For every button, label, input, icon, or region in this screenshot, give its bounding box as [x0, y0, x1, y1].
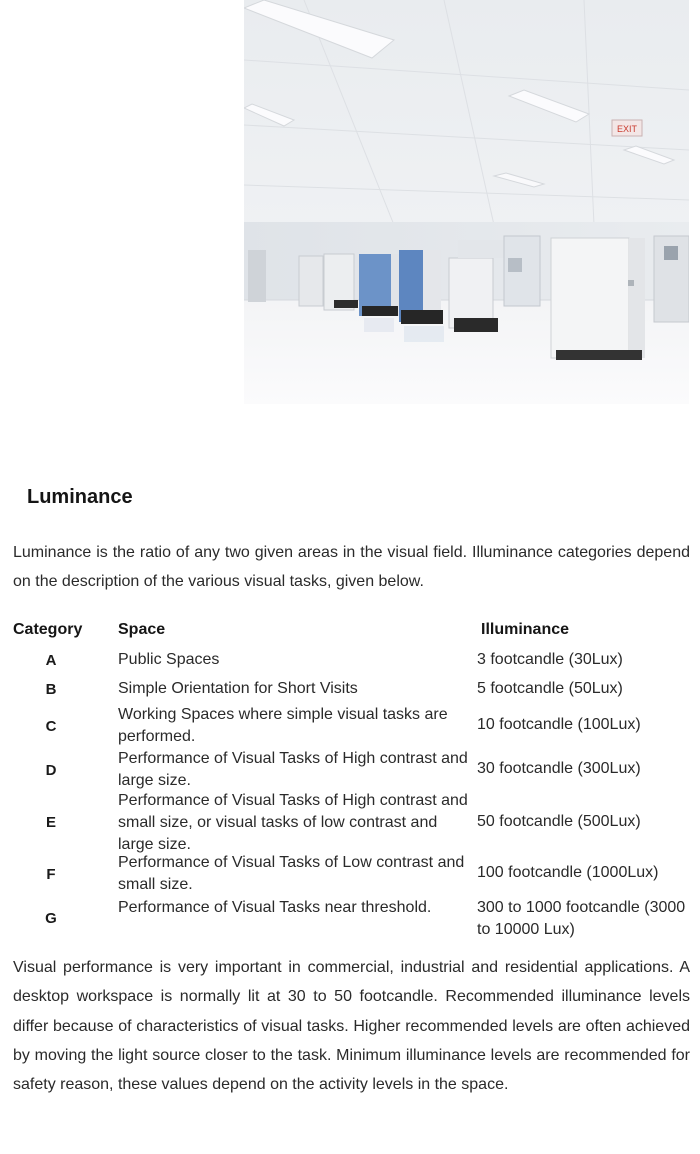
- illuminance-header: Illuminance: [481, 621, 570, 638]
- section-title: Luminance: [27, 486, 133, 508]
- category-a: A: [45, 652, 57, 669]
- space-c: Working Spaces where simple visual tasks are performed.: [118, 706, 448, 745]
- exit-sign-text: EXIT: [616, 124, 638, 134]
- illuminance-e: 50 footcandle (500Lux): [477, 813, 641, 830]
- illuminance-b: 5 footcandle (50Lux): [477, 680, 623, 697]
- space-f: Performance of Visual Tasks of Low contrast and small size.: [118, 854, 465, 893]
- closing-paragraph: Visual performance is very important in commercial, industrial and residential applications. A desktop workspace is normally lit at 30 to 50 footcandle. Recommended illuminance levels differ because of characteristics of visual tasks. Higher recommended levels are often achieved by moving the light source closer to the task. Minimum illuminance levels are recommended for safety reason, these values depend on the activity levels in the space.: [13, 959, 690, 1094]
- category-b: B: [45, 681, 57, 698]
- category-header: Category: [13, 621, 83, 638]
- illuminance-d: 30 footcandle (300Lux): [477, 760, 641, 777]
- category-e: E: [45, 814, 56, 831]
- category-d: D: [45, 762, 57, 779]
- illuminance-c: 10 footcandle (100Lux): [477, 716, 641, 733]
- space-g: Performance of Visual Tasks near threshold.: [118, 899, 432, 916]
- space-d: Performance of Visual Tasks of High contrast and large size.: [118, 750, 468, 789]
- server-room-photo: [244, 0, 689, 404]
- space-e: Performance of Visual Tasks of High contrast and small size, or visual tasks of low contrast and large size.: [118, 792, 468, 853]
- space-a: Public Spaces: [118, 651, 220, 668]
- category-c: C: [45, 718, 57, 735]
- illuminance-f: 100 footcandle (1000Lux): [477, 864, 659, 881]
- space-header: Space: [118, 621, 166, 638]
- category-f: F: [46, 866, 56, 883]
- illuminance-a: 3 footcandle (30Lux): [477, 651, 623, 668]
- server-room-illustration: [244, 0, 689, 404]
- illuminance-g: 300 to 1000 footcandle (3000 to 10000 Lux): [477, 899, 686, 938]
- space-b: Simple Orientation for Short Visits: [118, 680, 358, 697]
- intro-paragraph: Luminance is the ratio of any two given areas in the visual field. Illuminance categories depend on the description of the various visual tasks, given below.: [13, 544, 690, 590]
- category-g: G: [45, 910, 57, 927]
